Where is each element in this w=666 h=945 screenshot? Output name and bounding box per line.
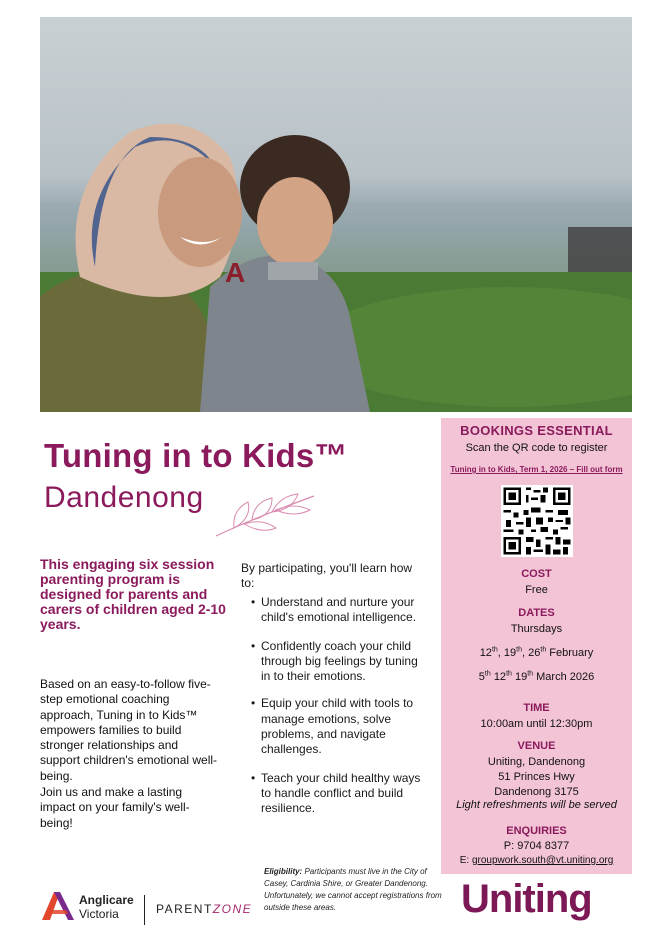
eligibility-note	[264, 866, 442, 914]
page-title: Tuning in to Kids™	[44, 437, 348, 474]
venue-line: Uniting, Dandenong	[487, 756, 586, 768]
anglicare-logo-icon	[40, 890, 76, 922]
enquiries-label: ENQUIRIES	[506, 825, 567, 837]
hero-photo-illustration	[40, 17, 632, 412]
ordinal: th	[540, 646, 547, 654]
date-day: 12	[493, 671, 507, 683]
date-day: 26	[528, 647, 541, 659]
date-day: 19	[503, 647, 517, 659]
date-day: 12	[479, 647, 492, 659]
date-day: 5	[478, 671, 485, 683]
uniting-logo: Uniting	[461, 877, 592, 921]
venue-label: VENUE	[517, 740, 556, 752]
parentzone-part: ZONE	[212, 902, 253, 916]
join-paragraph: Join us and make a lasting impact on your family's well-being!	[40, 785, 190, 830]
refreshments-note: Light refreshments will be served	[456, 799, 617, 811]
ordinal: th	[484, 670, 491, 678]
hero-photo	[40, 17, 632, 412]
anglicare-name: Anglicare	[79, 893, 134, 907]
venue-line: Dandenong 3175	[494, 786, 579, 798]
learn-item: • Understand and nurture your child's emotional intelligence.	[251, 595, 429, 626]
phone-number: P: 9704 8377	[503, 840, 570, 852]
dates-march	[441, 671, 632, 683]
time-label: TIME	[523, 702, 550, 714]
ordinal: th	[491, 646, 498, 654]
bookings-heading: BOOKINGS ESSENTIAL	[460, 423, 613, 438]
dates-label: DATES	[518, 607, 555, 619]
eligibility-label: Eligibility:	[264, 867, 303, 876]
dates-february: 12th, 19th, 26th February	[479, 646, 594, 659]
ordinal: th	[506, 670, 512, 678]
qr-code-icon[interactable]	[501, 485, 573, 557]
date-month: March 2026	[536, 671, 595, 683]
learn-item: • Equip your child with tools to manage emotions, solve problems, and navigate challenges.	[251, 696, 429, 757]
learn-list	[251, 595, 429, 817]
booking-panel	[441, 418, 632, 874]
cost-label: COST	[521, 568, 552, 580]
parentzone-logo	[156, 902, 252, 916]
dates-day: Thursdays	[510, 623, 563, 635]
registration-form-link[interactable]: Tuning in to Kids, Term 1, 2026 – Fill out form	[450, 465, 623, 474]
logo-divider	[144, 895, 145, 925]
date-month: February	[549, 647, 594, 659]
learn-item: • Confidently coach your child through big feelings by tuning in to their emotions.	[251, 639, 429, 685]
learn-intro: By participating, you'll learn how to:	[241, 561, 413, 591]
email-link[interactable]: groupwork.south@vt.uniting.org	[471, 855, 614, 866]
intro-text: This engaging six session parenting program is designed for parents and carers of children aged 2-10 years.	[40, 556, 226, 632]
leaf-decoration-icon	[214, 488, 324, 540]
ordinal: th	[527, 670, 534, 678]
eligibility-text: Participants must live in the City of Casey, Cardinia Shire, or Greater Dandenong. Unfortunately, we cannot accept registrations from outside these areas.	[264, 867, 442, 912]
venue-line: 51 Princes Hwy	[498, 771, 575, 783]
scan-instruction: Scan the QR code to register	[465, 442, 608, 454]
learn-item: • Teach your child healthy ways to handle conflict and build resilience.	[251, 771, 429, 817]
anglicare-state: Victoria	[79, 907, 119, 921]
description-paragraph: Based on an easy-to-follow five-step emotional coaching approach, Tuning in to Kids™ empowers families to build stronger relationships and support children's emotional well-being.	[40, 677, 218, 783]
parentzone-part: PARENT	[156, 902, 213, 916]
cost-value: Free	[525, 584, 548, 596]
location-subtitle: Dandenong	[44, 481, 204, 514]
email-line	[441, 855, 632, 866]
time-value: 10:00am until 12:30pm	[480, 718, 593, 730]
email-prefix: E:	[459, 855, 470, 866]
svg-text:A: A	[225, 257, 246, 288]
date-day: 19	[514, 671, 528, 683]
ordinal: th	[516, 646, 522, 654]
